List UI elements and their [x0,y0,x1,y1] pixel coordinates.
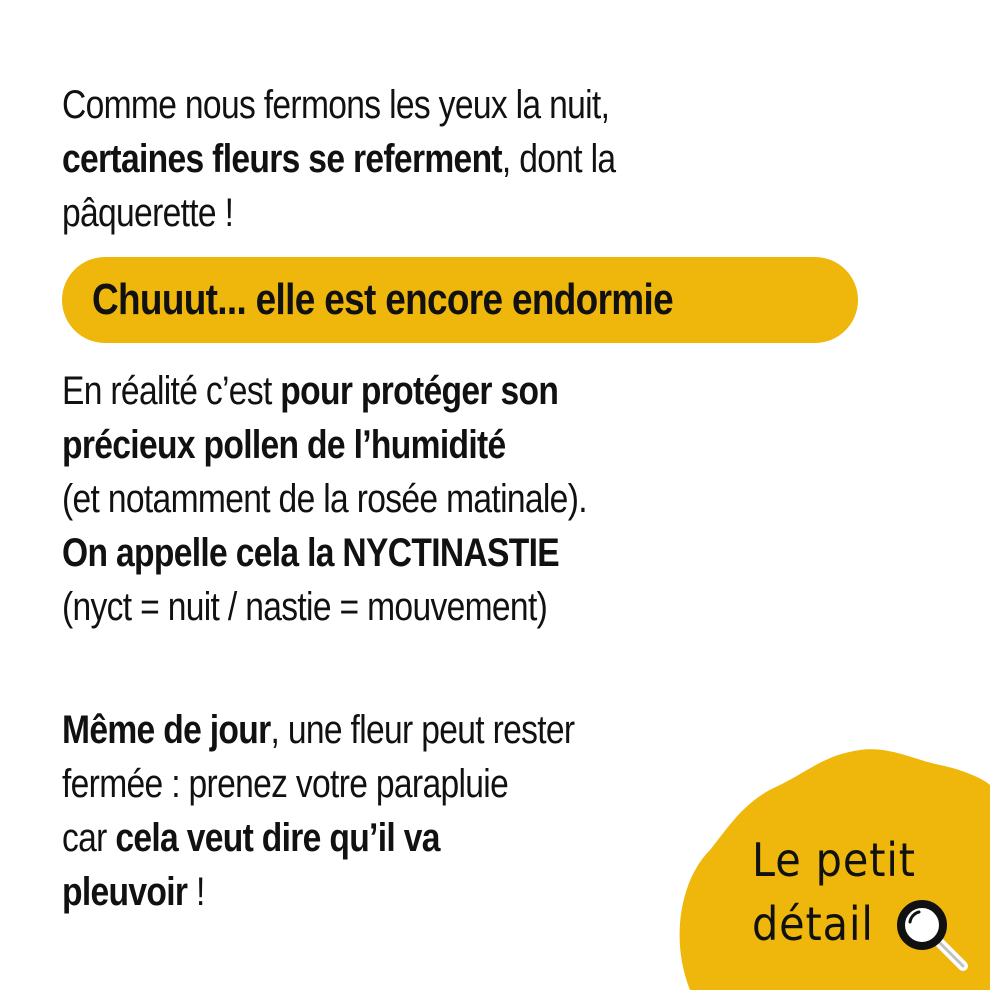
explanation-line-3: (et notamment de la rosée matinale). [62,477,587,521]
explanation-line-1-bold: pour protéger son [280,369,559,413]
intro-line-1: Comme nous fermons les yeux la nuit, [62,83,610,127]
weather-line-2: fermée : prenez votre parapluie [62,762,509,806]
weather-line-1 [62,703,574,757]
magnifier-icon [895,898,970,973]
weather-line-1-bold: Même de jour [62,708,271,752]
weather-line-3-bold: cela veut dire qu’il va [115,816,440,860]
explanation-line-2 [62,418,587,472]
weather-paragraph [62,703,574,919]
explanation-line-2-bold: précieux pollen de l’humidité [62,423,506,467]
intro-line-2-rest: , dont la [501,137,616,181]
intro-line-2 [62,132,615,186]
callout-text: Chuuut... elle est encore endormie [92,275,673,324]
explanation-line-4 [62,526,587,580]
logo-line-2: détail [752,897,874,951]
intro-paragraph [62,78,615,240]
weather-line-3-regular: car [62,816,116,860]
weather-line-1-rest: , une fleur peut rester [270,708,575,752]
weather-line-4 [62,865,574,919]
logo-line-1: Le petit [752,833,916,887]
weather-line-4-bold: pleuvoir [62,870,188,914]
weather-line-3 [62,811,574,865]
explanation-paragraph [62,364,587,634]
explanation-line-1-regular: En réalité c’est [62,369,281,413]
intro-line-3: pâquerette ! [62,191,234,235]
weather-line-4-rest: ! [187,870,205,914]
explanation-line-5: (nyct = nuit / nastie = mouvement) [62,585,548,629]
explanation-line-1 [62,364,587,418]
intro-highlight: certaines fleurs se referment [62,137,502,181]
nyctinastie-term: On appelle cela la NYCTINASTIE [62,531,560,575]
